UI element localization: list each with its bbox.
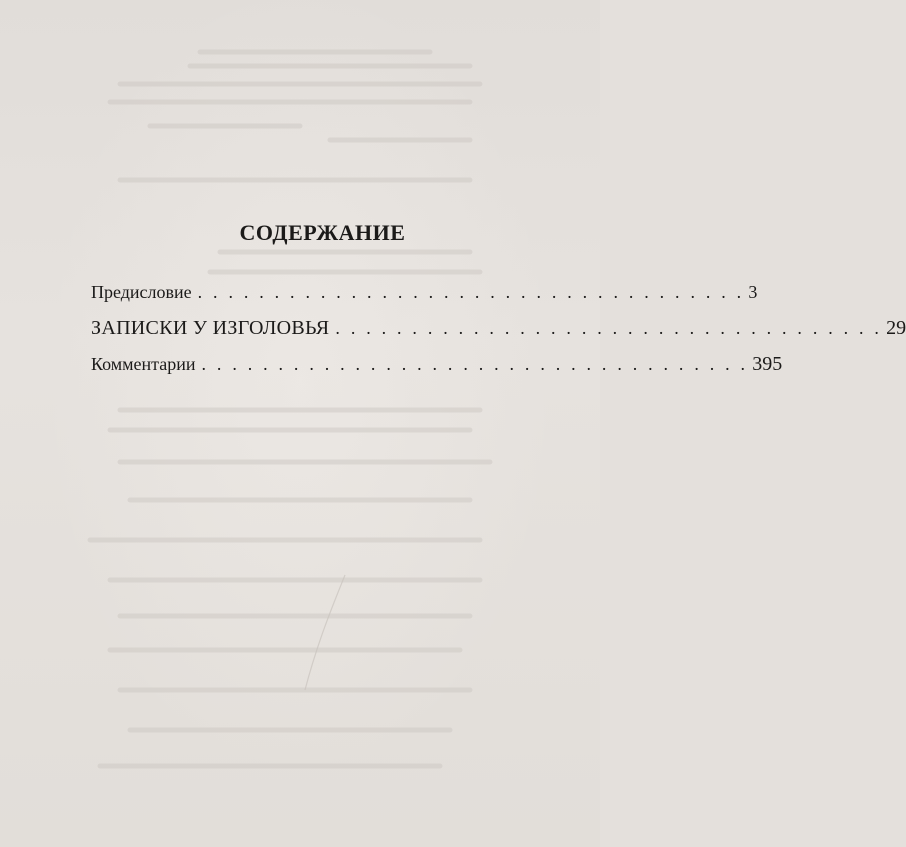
toc-entry-page: 29 [886,317,906,339]
toc-dot-leader: . . . . . . . . . . . . . . . . . . . . . . . . . . . . . . . . . . . . [197,282,745,302]
toc-entry-main-text [91,316,906,352]
toc-entry-page: 3 [748,282,758,302]
toc-entry-label: ЗАПИСКИ У ИЗГОЛОВЬЯ [91,317,330,339]
toc-dot-leader: . . . . . . . . . . . . . . . . . . . . . . . . . . . . . . . . . . . . [335,318,883,338]
toc-title: СОДЕРЖАНИЕ [239,220,406,245]
toc-entry-page: 395 [752,353,783,375]
toc-entry-comments [91,352,783,388]
toc-entry-preface [91,280,758,316]
toc-entry-label: Комментарии [91,354,196,374]
toc-dot-leader: . . . . . . . . . . . . . . . . . . . . . . . . . . . . . . . . . . . . [201,354,749,374]
table-of-contents [91,220,906,388]
toc-entry-label: Предисловие [91,282,192,302]
